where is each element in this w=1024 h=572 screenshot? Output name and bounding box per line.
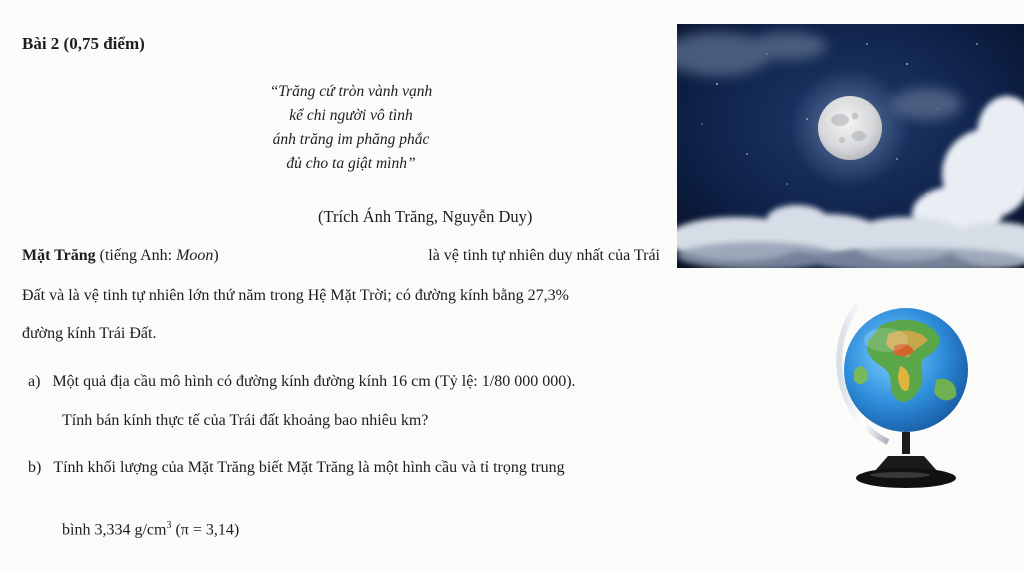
poem-line: “Trăng cứ tròn vành vạnh [269,83,433,100]
intro-term: Mặt Trăng [22,247,96,264]
poem-line: kể chi người vô tình [289,107,413,124]
poem-citation: (Trích Ánh Trăng, Nguyễn Duy) [318,207,533,226]
intro-line-3: đường kính Trái Đất. [22,325,157,342]
intro-english: Moon [176,247,214,264]
moon-photo [677,24,1024,268]
globe-illustration [828,296,978,506]
density-value: bình 3,334 g/cm [62,521,167,539]
question-b-line-2 [62,520,239,539]
intro-term-group [22,247,219,265]
density-exponent: 3 [166,520,172,531]
intro-note-open: (tiếng Anh: [99,247,173,264]
intro-note-close: ) [213,247,219,264]
pi-value: (π = 3,14) [175,521,240,539]
question-a-line-2: Tính bán kính thực tế của Trái đất khoảng bao nhiêu km? [62,412,429,429]
question-a-text: Một quả địa cầu mô hình có đường kính đường kính 16 cm (Tỷ lệ: 1/80 000 000). [52,373,576,390]
poem-quote [226,80,476,176]
poem-line: đủ cho ta giật mình” [286,155,416,172]
intro-line-1-rest: là vệ tinh tự nhiên duy nhất của Trái [428,247,660,264]
exercise-heading: Bài 2 (0,75 điểm) [22,34,145,53]
question-a-marker: a) [28,373,41,390]
intro-line-1 [22,247,660,265]
question-a-line-1 [28,373,576,391]
question-b-marker: b) [28,459,42,476]
intro-line-2: Đất và là vệ tinh tự nhiên lớn thứ năm trong Hệ Mặt Trời; có đường kính bằng 27,3% [22,287,569,304]
poem-line: ánh trăng im phăng phắc [272,131,430,148]
question-b-text: Tính khối lượng của Mặt Trăng biết Mặt Trăng là một hình cầu và tỉ trọng trung [53,459,565,476]
question-b-line-1 [28,459,565,477]
